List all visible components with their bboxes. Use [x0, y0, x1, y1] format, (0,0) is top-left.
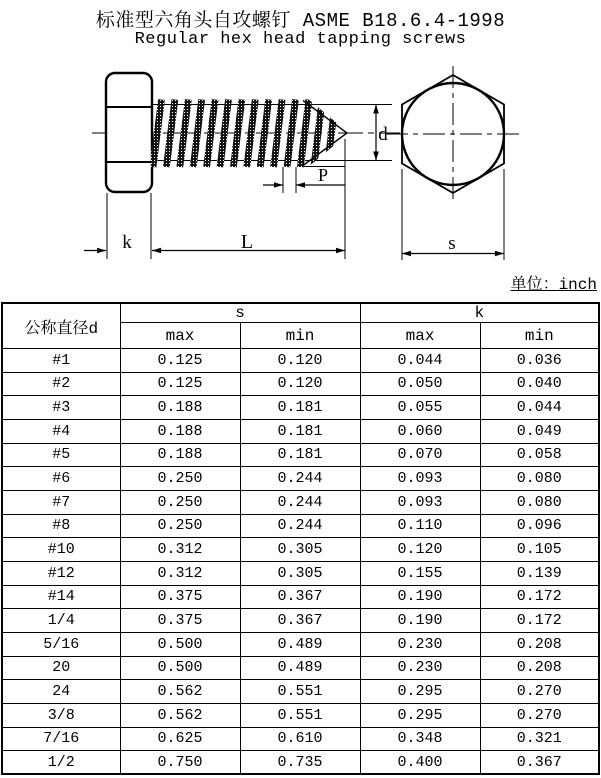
cell-k-min: 0.367 — [480, 751, 599, 775]
spec-table — [1, 302, 600, 775]
cell-k-max: 0.093 — [360, 490, 480, 514]
arrowhead — [296, 182, 305, 188]
hex-head-outline — [106, 73, 152, 192]
cell-diameter: #7 — [2, 490, 120, 514]
cell-s-min: 0.551 — [240, 680, 360, 704]
cell-k-min: 0.096 — [480, 514, 599, 538]
table-row — [2, 609, 599, 633]
table-row — [2, 396, 599, 420]
table-row — [2, 467, 599, 491]
dim-label-l: L — [240, 231, 254, 253]
cell-s-max: 0.250 — [120, 467, 240, 491]
cell-k-min: 0.105 — [480, 538, 599, 562]
cell-k-min: 0.080 — [480, 490, 599, 514]
cell-k-max: 0.230 — [360, 656, 480, 680]
cell-k-max: 0.044 — [360, 349, 480, 373]
cell-diameter: 1/4 — [2, 609, 120, 633]
header-s-min: min — [240, 323, 360, 349]
cell-s-min: 0.120 — [240, 349, 360, 373]
table-row — [2, 514, 599, 538]
cell-k-max: 0.190 — [360, 609, 480, 633]
cell-s-max: 0.562 — [120, 680, 240, 704]
cell-k-min: 0.172 — [480, 609, 599, 633]
cell-s-max: 0.750 — [120, 751, 240, 775]
cell-s-max: 0.188 — [120, 396, 240, 420]
cell-k-min: 0.321 — [480, 727, 599, 751]
cell-diameter: #3 — [2, 396, 120, 420]
table-row — [2, 680, 599, 704]
header-k-min: min — [480, 323, 599, 349]
unit-note: 单位：inch — [510, 276, 597, 294]
cell-diameter: 20 — [2, 656, 120, 680]
cell-k-max: 0.190 — [360, 585, 480, 609]
table-row — [2, 372, 599, 396]
cell-diameter: 5/16 — [2, 632, 120, 656]
dim-label-s: s — [448, 233, 456, 254]
cell-s-min: 0.735 — [240, 751, 360, 775]
cell-s-min: 0.489 — [240, 632, 360, 656]
cell-s-min: 0.367 — [240, 609, 360, 633]
cell-k-min: 0.040 — [480, 372, 599, 396]
cell-k-min: 0.044 — [480, 396, 599, 420]
table-row — [2, 703, 599, 727]
arrowhead — [495, 251, 504, 257]
cell-s-min: 0.181 — [240, 443, 360, 467]
screw-side-view — [92, 73, 400, 192]
cell-k-min: 0.172 — [480, 585, 599, 609]
cell-diameter: #6 — [2, 467, 120, 491]
cell-s-max: 0.125 — [120, 349, 240, 373]
cell-k-max: 0.093 — [360, 467, 480, 491]
cell-diameter: #4 — [2, 419, 120, 443]
cell-s-max: 0.375 — [120, 585, 240, 609]
cell-s-max: 0.312 — [120, 561, 240, 585]
cell-s-min: 0.367 — [240, 585, 360, 609]
cell-k-max: 0.348 — [360, 727, 480, 751]
cell-s-max: 0.562 — [120, 703, 240, 727]
cell-k-max: 0.110 — [360, 514, 480, 538]
cell-s-min: 0.244 — [240, 514, 360, 538]
technical-drawing — [0, 0, 601, 300]
cell-k-min: 0.036 — [480, 349, 599, 373]
arrowhead — [373, 152, 379, 161]
dim-label-p: P — [317, 165, 329, 185]
cell-k-min: 0.080 — [480, 467, 599, 491]
cell-s-max: 0.375 — [120, 609, 240, 633]
header-group-s: s — [120, 303, 360, 323]
cell-diameter: #5 — [2, 443, 120, 467]
cell-s-max: 0.625 — [120, 727, 240, 751]
cell-k-max: 0.230 — [360, 632, 480, 656]
cell-s-min: 0.244 — [240, 490, 360, 514]
screw-end-view — [386, 66, 520, 260]
cell-k-max: 0.070 — [360, 443, 480, 467]
cell-diameter: #1 — [2, 349, 120, 373]
arrowhead — [336, 248, 345, 254]
page-subtitle: Regular hex head tapping screws — [134, 30, 467, 49]
table-row — [2, 585, 599, 609]
arrowhead — [274, 182, 283, 188]
cell-diameter: #10 — [2, 538, 120, 562]
cell-s-max: 0.188 — [120, 443, 240, 467]
table-row — [2, 561, 599, 585]
cell-diameter: 1/2 — [2, 751, 120, 775]
cell-s-max: 0.250 — [120, 490, 240, 514]
table-row — [2, 632, 599, 656]
arrowhead — [373, 105, 379, 114]
spec-table-body — [2, 349, 599, 775]
arrowhead — [152, 248, 161, 254]
cell-k-min: 0.208 — [480, 656, 599, 680]
table-row — [2, 538, 599, 562]
cell-s-min: 0.120 — [240, 372, 360, 396]
header-k-max: max — [360, 323, 480, 349]
table-row — [2, 419, 599, 443]
cell-k-min: 0.049 — [480, 419, 599, 443]
cell-k-min: 0.139 — [480, 561, 599, 585]
dim-label-k: k — [122, 232, 132, 253]
table-row — [2, 727, 599, 751]
cell-s-min: 0.181 — [240, 396, 360, 420]
cell-s-max: 0.500 — [120, 656, 240, 680]
cell-s-max: 0.188 — [120, 419, 240, 443]
cell-diameter: 7/16 — [2, 727, 120, 751]
table-row — [2, 490, 599, 514]
page-title: 标准型六角头自攻螺钉 ASME B18.6.4-1998 — [95, 10, 506, 32]
cell-s-min: 0.610 — [240, 727, 360, 751]
arrowhead — [97, 248, 106, 254]
cell-s-max: 0.250 — [120, 514, 240, 538]
cell-s-max: 0.125 — [120, 372, 240, 396]
cell-diameter: #12 — [2, 561, 120, 585]
spec-table-header — [2, 303, 599, 349]
dim-label-d: d — [378, 124, 388, 145]
header-nominal-diameter: 公称直径d — [2, 303, 120, 349]
table-row — [2, 349, 599, 373]
cell-s-min: 0.305 — [240, 538, 360, 562]
cell-k-min: 0.058 — [480, 443, 599, 467]
header-s-max: max — [120, 323, 240, 349]
cell-s-min: 0.551 — [240, 703, 360, 727]
table-row — [2, 443, 599, 467]
cell-k-max: 0.060 — [360, 419, 480, 443]
cell-diameter: #14 — [2, 585, 120, 609]
cell-s-max: 0.500 — [120, 632, 240, 656]
cell-diameter: #2 — [2, 372, 120, 396]
cell-k-max: 0.295 — [360, 703, 480, 727]
cell-k-max: 0.155 — [360, 561, 480, 585]
cell-s-min: 0.305 — [240, 561, 360, 585]
cell-s-min: 0.181 — [240, 419, 360, 443]
cell-s-min: 0.489 — [240, 656, 360, 680]
cell-k-max: 0.055 — [360, 396, 480, 420]
table-row — [2, 656, 599, 680]
cell-k-max: 0.295 — [360, 680, 480, 704]
arrowhead — [402, 251, 411, 257]
cell-diameter: 3/8 — [2, 703, 120, 727]
cell-s-max: 0.312 — [120, 538, 240, 562]
table-row — [2, 751, 599, 775]
cell-diameter: #8 — [2, 514, 120, 538]
cell-diameter: 24 — [2, 680, 120, 704]
cell-k-max: 0.120 — [360, 538, 480, 562]
cell-k-min: 0.270 — [480, 703, 599, 727]
cell-k-max: 0.050 — [360, 372, 480, 396]
cell-k-min: 0.208 — [480, 632, 599, 656]
cell-k-min: 0.270 — [480, 680, 599, 704]
header-group-k: k — [360, 303, 599, 323]
cell-s-min: 0.244 — [240, 467, 360, 491]
cell-k-max: 0.400 — [360, 751, 480, 775]
